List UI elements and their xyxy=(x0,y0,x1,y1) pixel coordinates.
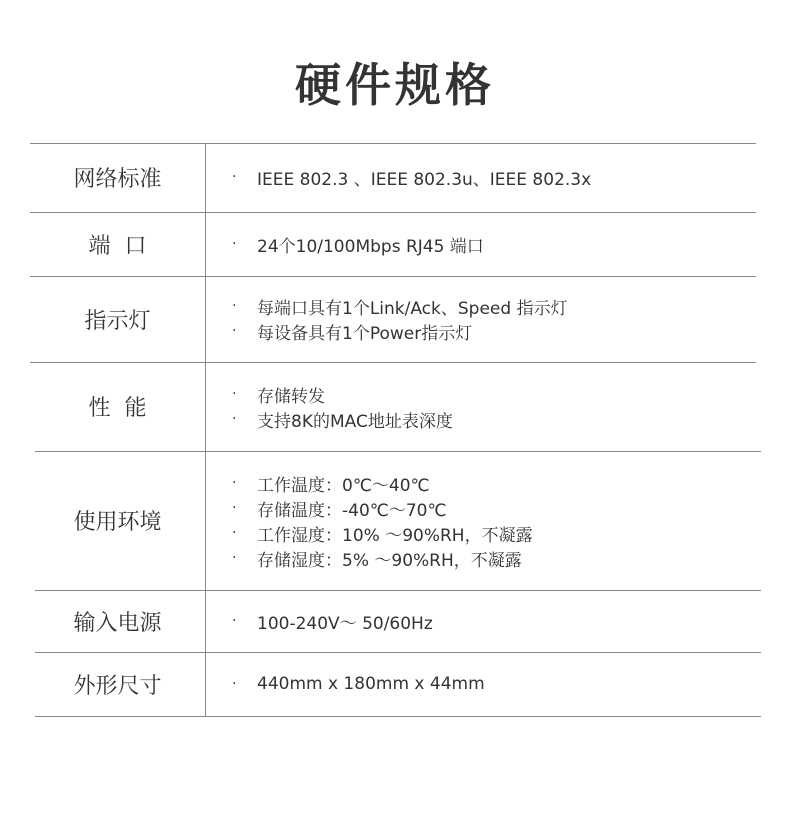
list-item xyxy=(232,672,772,697)
item-text: 工作温度：0℃～40℃ xyxy=(257,475,430,496)
item-text: 存储温度：-40℃～70℃ xyxy=(257,500,447,521)
page-title: 硬件规格 xyxy=(295,58,495,112)
bullet-icon: · xyxy=(232,235,237,252)
row-label: 性 能 xyxy=(88,396,147,421)
list-item xyxy=(232,521,772,546)
row-value xyxy=(232,590,772,652)
bullet-icon: · xyxy=(232,612,237,629)
bullet-icon: · xyxy=(232,323,237,339)
row-label: 输入电源 xyxy=(73,610,162,636)
list-item xyxy=(232,471,772,496)
row-value xyxy=(232,362,772,451)
list-item xyxy=(232,407,772,432)
bullet-icon: · xyxy=(232,499,237,516)
row-label: 使用环境 xyxy=(73,510,162,535)
row-value xyxy=(232,652,772,716)
item-text: 24个10/100Mbps RJ45 端口 xyxy=(257,236,484,257)
item-text: 每端口具有1个Link/Ack、Speed 指示灯 xyxy=(257,299,568,319)
bullet-icon: · xyxy=(232,169,237,185)
item-text: 100-240V～ 50/60Hz xyxy=(257,613,433,634)
list-item xyxy=(232,496,772,521)
row-value xyxy=(232,276,772,362)
item-text: 工作湿度：10% ～90%RH，不凝露 xyxy=(257,525,533,546)
bullet-icon: · xyxy=(232,410,237,427)
table-bottom-border xyxy=(35,716,761,717)
row-value xyxy=(232,212,772,276)
item-text: 存储湿度：5% ～90%RH，不凝露 xyxy=(257,550,522,571)
item-text: 每设备具有1个Power指示灯 xyxy=(257,324,473,344)
bullet-icon: · xyxy=(232,524,237,541)
bullet-icon: · xyxy=(232,675,237,692)
list-item xyxy=(232,165,772,190)
item-text: 440mm x 180mm x 44mm xyxy=(257,674,485,694)
item-text: 存储转发 xyxy=(257,386,325,407)
bullet-icon: · xyxy=(232,385,237,402)
item-text: IEEE 802.3 、IEEE 802.3u、IEEE 802.3x xyxy=(257,170,592,190)
item-text: 支持8K的MAC地址表深度 xyxy=(257,411,453,432)
row-value xyxy=(232,143,772,212)
list-item xyxy=(232,319,772,344)
row-label: 端 口 xyxy=(88,233,147,259)
list-item xyxy=(232,609,772,634)
bullet-icon: · xyxy=(232,549,237,566)
row-label: 网络标准 xyxy=(73,167,162,192)
bullet-icon: · xyxy=(232,474,237,491)
list-item xyxy=(232,546,772,571)
list-item xyxy=(232,294,772,319)
row-value xyxy=(232,451,772,590)
list-item xyxy=(232,382,772,407)
row-label: 外形尺寸 xyxy=(73,673,162,699)
list-item xyxy=(232,232,772,257)
row-label: 指示灯 xyxy=(84,308,151,334)
column-divider xyxy=(205,143,206,717)
bullet-icon: · xyxy=(232,298,237,314)
